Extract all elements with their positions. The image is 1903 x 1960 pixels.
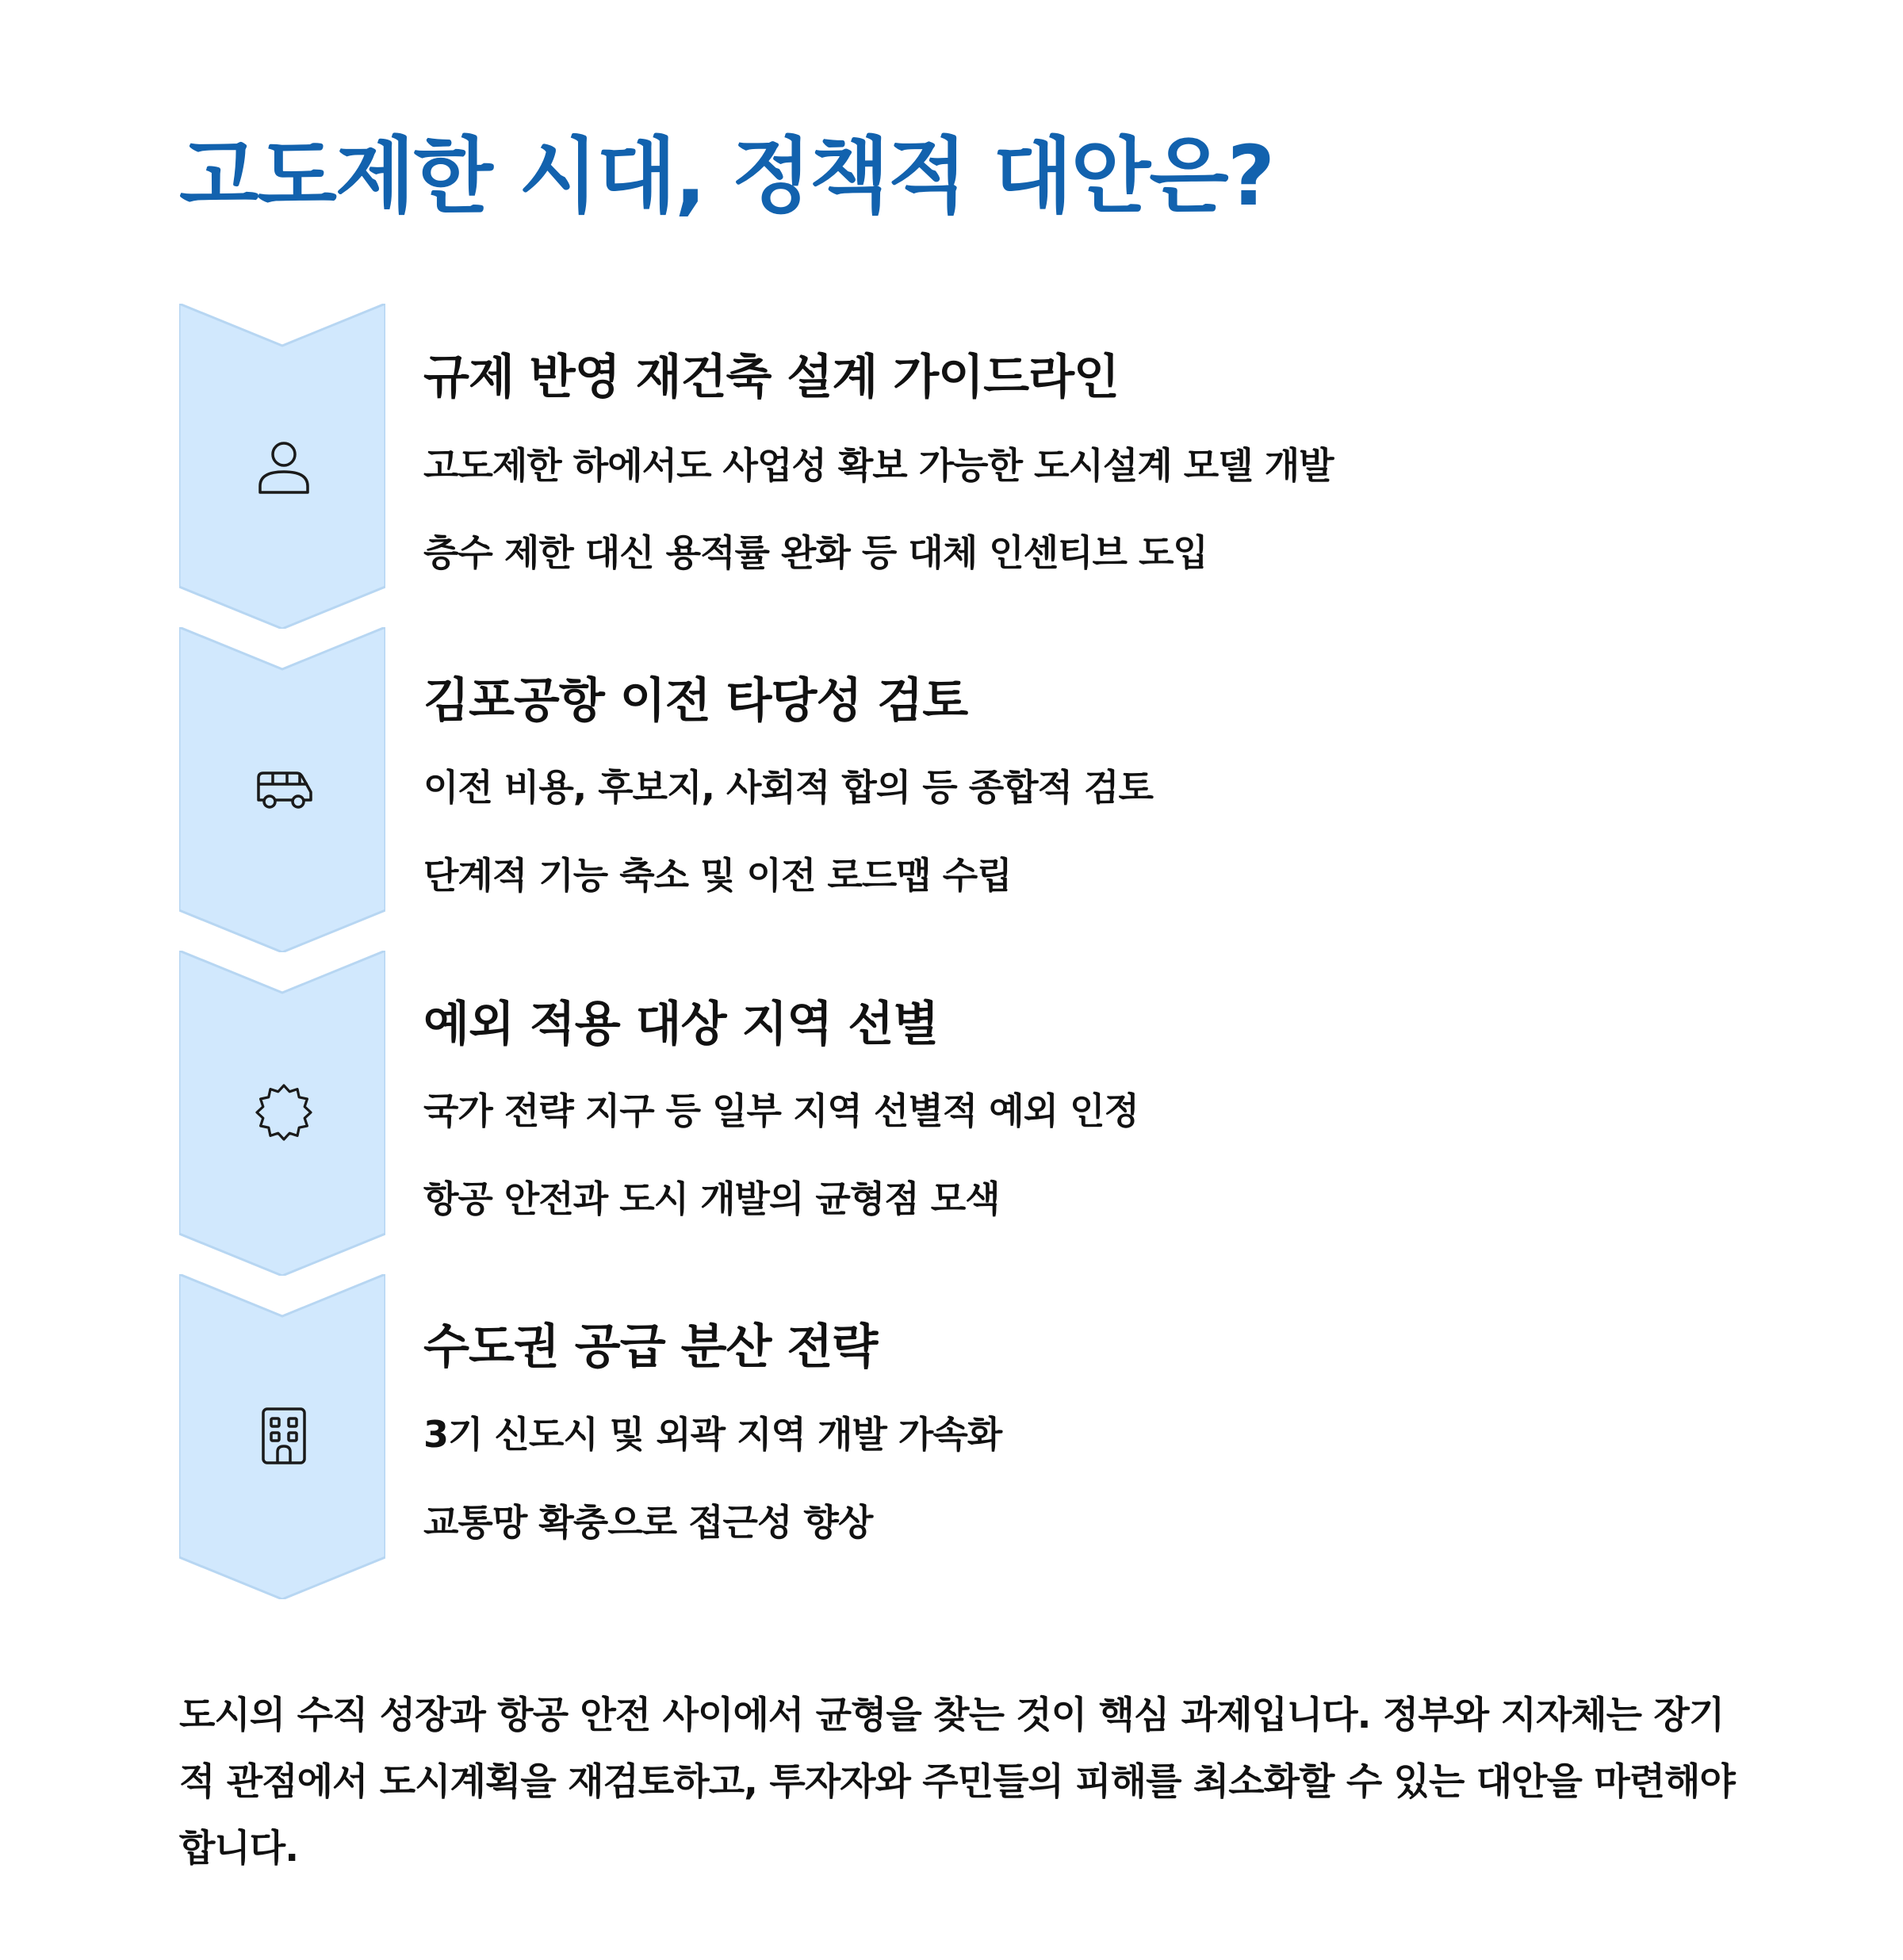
step-4-item-1: 3기 신도시 및 외곽 지역 개발 가속화 xyxy=(423,1413,1002,1456)
person-icon xyxy=(255,437,312,494)
step-1-item-2: 층수 제한 대신 용적률 완화 등 대체 인센티브 도입 xyxy=(423,531,1208,574)
step-1-chevron xyxy=(179,304,385,629)
step-3-chevron xyxy=(179,951,385,1276)
step-2-title: 김포공항 이전 타당성 검토 xyxy=(423,673,968,729)
step-2-item-1: 이전 비용, 후보지, 사회적 합의 등 종합적 검토 xyxy=(423,766,1153,809)
step-1-title: 규제 반영 재건축 설계 가이드라인 xyxy=(423,350,1119,405)
bus-icon xyxy=(255,760,312,817)
step-3-item-1: 국가 전략 지구 등 일부 지역 선별적 예외 인정 xyxy=(423,1089,1139,1132)
step-4-item-2: 교통망 확충으로 접근성 향상 xyxy=(423,1501,873,1544)
step-3-item-2: 항공 안전과 도시 개발의 균형점 모색 xyxy=(423,1177,1000,1220)
step-2-item-2: 단계적 기능 축소 및 이전 로드맵 수립 xyxy=(423,854,1012,897)
summary-paragraph: 도시의 수직 성장과 항공 안전 사이에서 균형을 찾는 것이 핵심 과제입니다. 정부와 지자체는 장기적 관점에서 도시계획을 재검토하고, 투자자와 주민들의 피해를 최소화할 수 있는 대안을 마련해야 합니다. xyxy=(179,1694,1735,1870)
page-title: 고도제한 시대, 정책적 대안은? xyxy=(179,128,1274,224)
step-3-title: 예외 적용 대상 지역 선별 xyxy=(423,997,939,1052)
badge-icon xyxy=(255,1084,312,1141)
building-icon xyxy=(255,1407,312,1464)
step-2-chevron xyxy=(179,627,385,952)
step-4-title: 수도권 공급 분산 전략 xyxy=(423,1319,878,1375)
step-4-chevron xyxy=(179,1274,385,1599)
step-1-item-1: 고도제한 하에서도 사업성 확보 가능한 도시설계 모델 개발 xyxy=(423,444,1334,487)
